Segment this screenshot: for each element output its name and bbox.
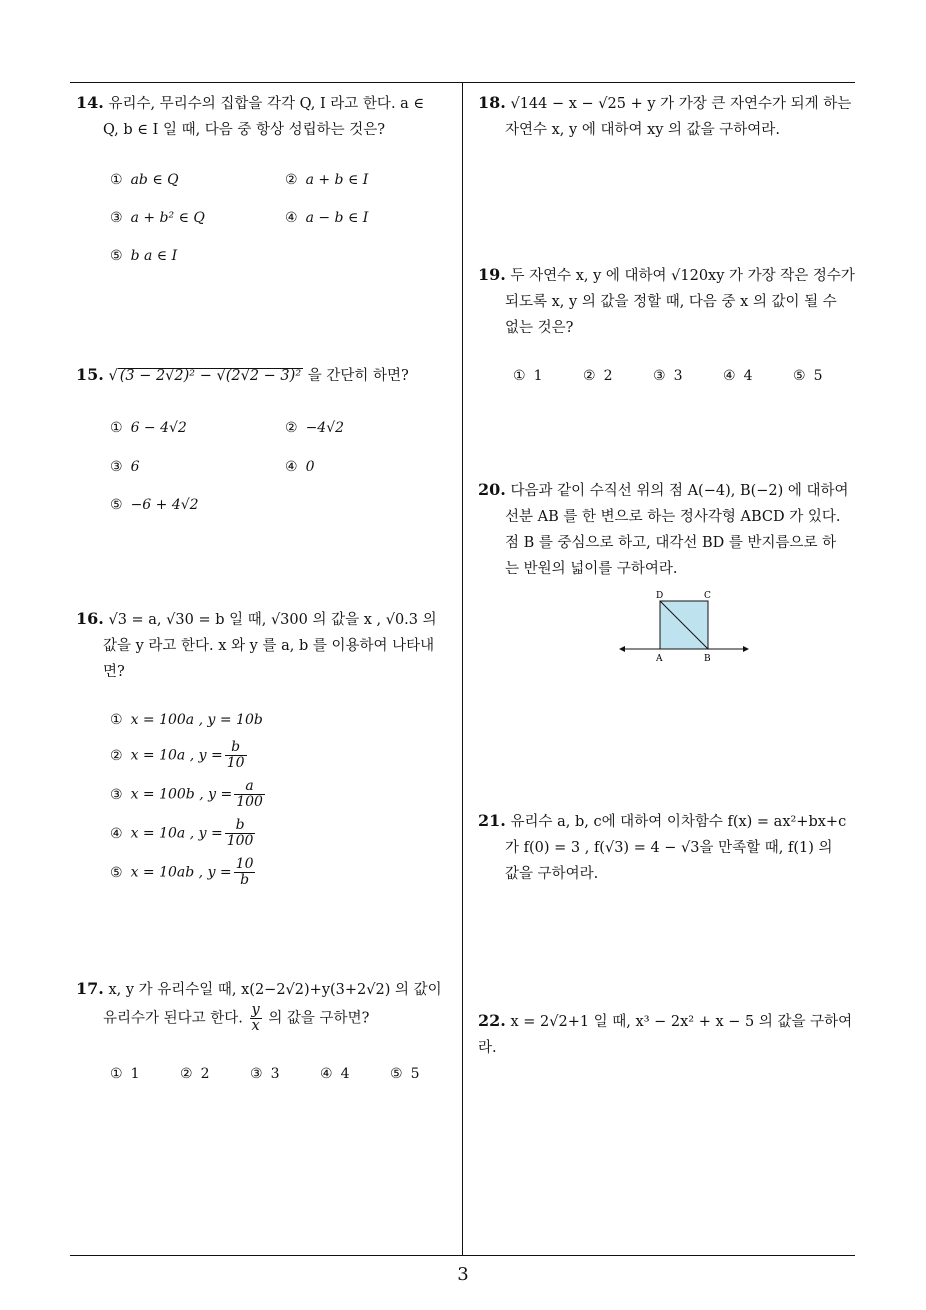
question-text-line2: 자연수 x, y 에 대하여 xy 의 값을 구하여라. [505,122,780,138]
q19-option-4[interactable]: ④ 4 [723,368,753,384]
question-number: 21. [478,811,506,830]
q15-option-5[interactable]: ⑤ −6 + 4√2 [110,497,199,513]
question-text-line3: 면? [103,664,125,680]
q14-option-5[interactable]: ⑤ b a ∈ I [110,248,178,264]
question-number: 14. [76,93,104,112]
q15-option-4[interactable]: ④ 0 [285,459,315,475]
question-text-line1: 두 자연수 x, y 에 대하여 √120xy 가 가장 작은 정수가 [510,268,855,284]
question-number: 15. [76,365,104,384]
question-17: 17. x, y 가 유리수일 때, x(2−2√2)+y(3+2√2) 의 값이 유리수가 된다고 한다. $\frac{y}{x}$ 의 값을 구하면? [76,979,442,1034]
question-number: 16. [76,609,104,628]
question-text-line1: √3 = a, √30 = b 일 때, √300 의 값을 x , √0.3 의 [108,612,437,628]
question-text-line1: √144 − x − √25 + y 가 가장 큰 자연수가 되게 하는 [510,96,852,112]
q14-option-4[interactable]: ④ a − b ∈ I [285,210,369,226]
question-14 [76,90,456,143]
q14-option-2[interactable]: ② a + b ∈ I [285,172,369,188]
question-text-line1: x, y 가 유리수일 때, x(2−2√2)+y(3+2√2) 의 값이 [108,982,442,998]
bottom-rule [70,1255,855,1256]
q14-option-1[interactable]: ① ab ∈ Q [110,172,179,188]
q17-option-4[interactable]: ④ 4 [320,1066,350,1082]
question-text-line4: 는 반원의 넓이를 구하여라. [505,561,678,577]
q15-option-1[interactable]: ① 6 − 4√2 [110,420,187,436]
question-number: 20. [478,480,506,499]
right-arrow-icon [743,646,749,652]
q19-option-2[interactable]: ② 2 [583,368,613,384]
q16-option-3[interactable]: ③ x = 100b , y = $\frac{a}{100}$ [110,778,263,810]
label-c: C [704,591,711,601]
question-text-line2: 선분 AB 를 한 변으로 하는 정사각형 ABCD 가 있다. [505,509,841,525]
question-text-line2: 값을 y 라고 한다. x 와 y 를 a, b 를 이용하여 나타내 [103,638,435,654]
q19-option-5[interactable]: ⑤ 5 [793,368,823,384]
label-d: D [656,591,664,601]
q17-option-2[interactable]: ② 2 [180,1066,210,1082]
left-arrow-icon [619,646,625,652]
q16-option-1[interactable]: ① x = 100a , y = 10b [110,712,263,728]
question-19 [478,262,862,341]
question-text-line3: 점 B 를 중심으로 하고, 대각선 BD 를 반지름으로 하 [505,535,837,551]
q16-option-5[interactable]: ⑤ x = 10ab , y = $\frac{10}{b}$ [110,856,254,888]
q15-option-2[interactable]: ② −4√2 [285,420,345,436]
question-number: 22. [478,1011,506,1030]
question-number: 17. [76,979,104,998]
q16-option-4[interactable]: ④ x = 10a , y = $\frac{b}{100}$ [110,817,254,849]
q19-option-3[interactable]: ③ 3 [653,368,683,384]
q19-option-1[interactable]: ① 1 [513,368,543,384]
q14-option-3[interactable]: ③ a + b² ∈ Q [110,210,205,226]
question-number: 19. [478,265,506,284]
number-line-square-figure [615,586,755,666]
q15-option-3[interactable]: ③ 6 [110,459,140,475]
question-21 [478,808,862,887]
question-20 [478,477,862,582]
question-text-line1: 다음과 같이 수직선 위의 점 A(−4), B(−2) 에 대하여 [510,483,849,499]
question-text-line1: 유리수, 무리수의 집합을 각각 Q, I 라고 한다. a ∈ [108,96,425,112]
question-text-line: x = 2√2+1 일 때, x³ − 2x² + x − 5 의 값을 구하여라. [478,1014,853,1056]
question-text-line3: 값을 구하여라. [505,866,599,882]
question-text-line3: 없는 것은? [505,320,574,336]
q16-option-2[interactable]: ② x = 10a , y = $\frac{b}{10}$ [110,739,245,771]
label-a: A [656,654,663,664]
column-divider [462,82,463,1255]
question-15 [76,362,456,389]
q17-option-1[interactable]: ① 1 [110,1066,140,1082]
question-text: 을 간단히 하면? [307,368,409,384]
question-text-line2: 유리수가 된다고 한다. [103,1010,243,1027]
label-b: B [704,654,711,664]
page-number: 3 [457,1264,469,1285]
question-text-line2: Q, b ∈ I 일 때, 다음 중 항상 성립하는 것은? [103,122,386,138]
question-text-line2: 되도록 x, y 의 값을 정할 때, 다음 중 x 의 값이 될 수 [505,294,837,310]
question-text-line1: 유리수 a, b, c에 대하여 이차함수 f(x) = ax²+bx+c [510,814,847,830]
question-18 [478,90,862,143]
question-text-line2: 가 f(0) = 3 , f(√3) = 4 − √3을 만족할 때, f(1) 의 [505,840,833,856]
question-expression: √ (3 − 2√2)² − √(2√2 − 3)² [108,368,302,384]
q17-option-5[interactable]: ⑤ 5 [390,1066,420,1082]
q17-option-3[interactable]: ③ 3 [250,1066,280,1082]
question-22 [478,1008,862,1061]
question-number: 18. [478,93,506,112]
question-16 [76,606,456,685]
